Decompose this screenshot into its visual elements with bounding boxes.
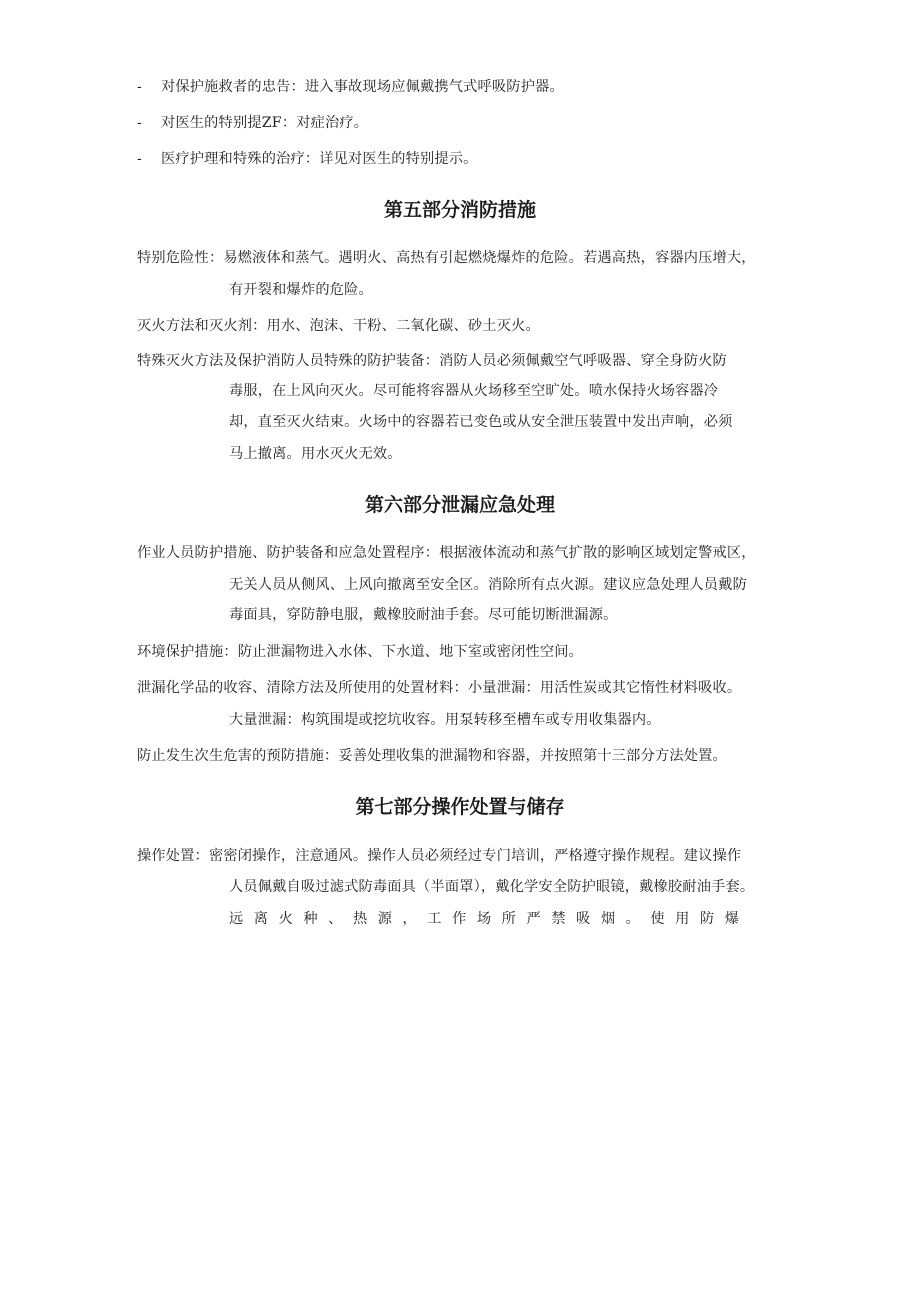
doctor-note: 对医生的特别提ZF：对症治疗。 — [161, 115, 369, 131]
hazard-line-1: 特别危险性：易燃液体和蒸气。遇明火、高热有引起燃烧爆炸的危险。若遇高热，容器内压增大， — [137, 250, 756, 266]
rescuer-advice: 对保护施救者的忠告：进入事故现场应佩戴携气式呼吸防护器。 — [161, 79, 564, 95]
prevention-measures: 防止发生次生危害的预防措施：妥善处理收集的泄漏物和容器，并按照第十三部分方法处置。 — [137, 748, 727, 764]
special-line-3: 却，直至灭火结束。火场中的容器若已变色或从安全泄压装置中发出声响，必须 — [229, 414, 733, 430]
list-dash: - — [137, 79, 142, 95]
section5-title: 第五部分消防措施 — [383, 199, 536, 221]
hazard-line-2: 有开裂和爆炸的危险。 — [229, 282, 373, 298]
extinguish-method: 灭火方法和灭火剂：用水、泡沫、干粉、二氧化碳、砂土灭火。 — [137, 318, 540, 334]
medical-care: 医疗护理和特殊的治疗：详见对医生的特别提示。 — [161, 151, 478, 167]
handling-line-3: 远离火种、热源，工作场所严禁吸烟。使用防爆 — [229, 911, 750, 927]
personnel-line-3: 毒面具，穿防静电服，戴橡胶耐油手套。尽可能切断泄漏源。 — [229, 607, 618, 623]
environment-measures: 环境保护措施：防止泄漏物进入水体、下水道、地下室或密闭性空间。 — [137, 644, 584, 660]
personnel-line-2: 无关人员从侧风、上风向撤离至安全区。消除所有点火源。建议应急处理人员戴防 — [229, 577, 747, 593]
section7-title: 第七部分操作处置与储存 — [355, 796, 565, 818]
list-dash: - — [137, 115, 142, 131]
special-line-4: 马上撤离。用水灭火无效。 — [229, 446, 402, 462]
containment-line-2: 大量泄漏：构筑围堤或挖坑收容。用泵转移至槽车或专用收集器内。 — [229, 712, 661, 728]
containment-line-1: 泄漏化学品的收容、清除方法及所使用的处置材料：小量泄漏：用活性炭或其它惰性材料吸收。 — [137, 680, 742, 696]
list-dash: - — [137, 151, 142, 167]
section6-title: 第六部分泄漏应急处理 — [364, 494, 555, 516]
special-line-2: 毒服，在上风向灭火。尽可能将容器从火场移至空旷处。喷水保持火场容器冷 — [229, 383, 719, 399]
handling-line-2: 人员佩戴自吸过滤式防毒面具（半面罩），戴化学安全防护眼镜，戴橡胶耐油手套。 — [229, 879, 755, 895]
handling-line-1: 操作处置：密密闭操作，注意通风。操作人员必须经过专门培训，严格遵守操作规程。建议操作 — [137, 848, 742, 864]
special-line-1: 特殊灭火方法及保护消防人员特殊的防护装备：消防人员必须佩戴空气呼吸器、穿全身防火防 — [137, 353, 727, 369]
personnel-line-1: 作业人员防护措施、防护装备和应急处置程序：根据液体流动和蒸气扩散的影响区域划定警戒区， — [137, 545, 756, 561]
